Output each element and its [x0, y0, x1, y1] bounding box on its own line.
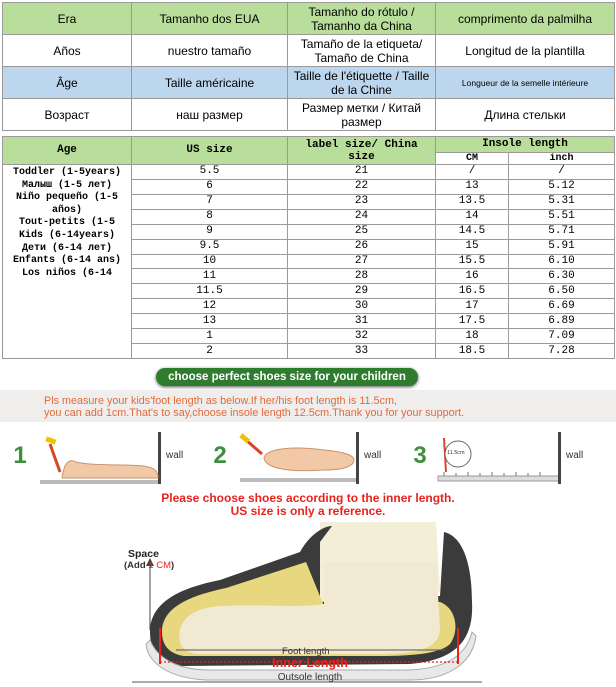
age-label: Los niños (6-14 — [21, 267, 112, 279]
size-chart-table — [2, 136, 615, 359]
china-cell: 25 — [288, 224, 436, 239]
inner-length-label: Inner Length — [272, 656, 348, 670]
cm-cell: 16.5 — [436, 284, 509, 299]
header-row — [3, 35, 615, 67]
us-cell: 6 — [132, 179, 288, 194]
header-cell: Taille de l'étiquette / Taille de la Chine — [288, 67, 436, 99]
header-translation-table — [2, 2, 615, 131]
us-cell: 12 — [132, 299, 288, 314]
wall-label: wall — [364, 450, 382, 461]
header-row — [3, 67, 615, 99]
us-cell: 11 — [132, 269, 288, 284]
header-cell: Tamanho do rótulo / Tamanho da China — [288, 3, 436, 35]
cm-cell: 18 — [436, 329, 509, 344]
header-cell: Âge — [3, 67, 132, 99]
inch-cell: 5.91 — [509, 239, 615, 254]
inch-cell: 6.10 — [509, 254, 615, 269]
inch-cell: 5.71 — [509, 224, 615, 239]
china-cell: 27 — [288, 254, 436, 269]
header-cell: comprimento da palmilha — [436, 3, 615, 35]
inch-cell: 6.50 — [509, 284, 615, 299]
table-row — [3, 165, 615, 180]
cm-cell: 16 — [436, 269, 509, 284]
step-number: 2 — [213, 442, 227, 469]
china-cell: 24 — [288, 209, 436, 224]
step-number: 1 — [13, 442, 27, 469]
header-cell: Длина стельки — [436, 99, 615, 131]
header-cell: Размер метки / Китай размер — [288, 99, 436, 131]
inch-cell: 5.12 — [509, 179, 615, 194]
outsole-length-label: Outsole length — [277, 672, 343, 683]
inch-cell: 7.28 — [509, 344, 615, 359]
instruction-line-1: Pls measure your kids'foot length as below.If her/his foot length is 11.5cm, — [44, 395, 397, 407]
inch-header: inch — [509, 153, 615, 165]
china-cell: 21 — [288, 165, 436, 180]
step-1 — [4, 428, 192, 486]
china-cell: 23 — [288, 194, 436, 209]
cm-cell: 13 — [436, 179, 509, 194]
foot-length-label: Foot length — [282, 646, 330, 657]
header-cell: наш размер — [132, 99, 288, 131]
header-cell: Era — [3, 3, 132, 35]
warning-line-2: US size is only a reference. — [230, 504, 386, 518]
step-2 — [204, 428, 392, 486]
us-cell: 8 — [132, 209, 288, 224]
china-cell: 29 — [288, 284, 436, 299]
china-cell: 32 — [288, 329, 436, 344]
header-cell: Longueur de la semelle intérieure — [436, 67, 615, 99]
us-cell: 13 — [132, 314, 288, 329]
cm-cell: 15 — [436, 239, 509, 254]
instruction-box — [0, 390, 616, 422]
age-label: Enfants (6-14 ans) — [12, 255, 122, 267]
cm-cell: 18.5 — [436, 344, 509, 359]
china-cell: 22 — [288, 179, 436, 194]
header-cell: Возраст — [3, 99, 132, 131]
us-cell: 9 — [132, 224, 288, 239]
age-header: Age — [3, 137, 132, 165]
cm-cell: 14 — [436, 209, 509, 224]
ruler-measure-icon — [404, 428, 592, 486]
warning-line-1: Please choose shoes according to the inner length. — [161, 491, 455, 505]
measuring-steps — [0, 428, 616, 486]
wall-label: wall — [166, 450, 184, 461]
header-cell: nuestro tamaño — [132, 35, 288, 67]
inch-cell: 5.31 — [509, 194, 615, 209]
age-label: Малыш (1-5 лет) — [21, 179, 112, 191]
age-label: Дети (6-14 лет) — [21, 242, 112, 254]
china-cell: 28 — [288, 269, 436, 284]
cm-cell: 13.5 — [436, 194, 509, 209]
guide-banner: choose perfect shoes size for your children — [156, 368, 418, 386]
age-label: Niño pequeño (1-5 años) — [15, 192, 119, 216]
header-cell: Taille américaine — [132, 67, 288, 99]
header-cell: Años — [3, 35, 132, 67]
space-add-prefix: (Add — [124, 560, 149, 571]
us-cell: 10 — [132, 254, 288, 269]
cm-cell: 17.5 — [436, 314, 509, 329]
china-cell: 31 — [288, 314, 436, 329]
header-cell: Tamanho dos EUA — [132, 3, 288, 35]
inch-cell: 6.30 — [509, 269, 615, 284]
header-row — [3, 3, 615, 35]
header-row — [3, 99, 615, 131]
age-cell — [3, 165, 132, 359]
ruler-reading: 11.5cm — [447, 450, 465, 456]
space-add-note — [124, 560, 174, 571]
cm-cell: 17 — [436, 299, 509, 314]
label-size-header: label size/ China size — [288, 137, 436, 165]
inch-cell: 6.69 — [509, 299, 615, 314]
us-cell: 2 — [132, 344, 288, 359]
inch-cell: 5.51 — [509, 209, 615, 224]
us-cell: 9.5 — [132, 239, 288, 254]
step-number: 3 — [413, 442, 427, 469]
wall-label: wall — [566, 450, 584, 461]
us-size-header: US size — [132, 137, 288, 165]
age-label: Kids (6-14years) — [18, 229, 115, 241]
foot-against-wall-icon — [4, 428, 192, 486]
shoe-diagram — [110, 522, 490, 687]
china-cell: 33 — [288, 344, 436, 359]
instruction-line-2: you can add 1cm.That's to say,choose insole length 12.5cm.Thank you for your support. — [44, 407, 465, 419]
cm-cell: 14.5 — [436, 224, 509, 239]
warning-text — [0, 492, 616, 518]
inch-cell: 6.89 — [509, 314, 615, 329]
age-label: Toddler (1-5years) — [12, 167, 122, 178]
inch-cell: 7.09 — [509, 329, 615, 344]
measuring-guide — [0, 362, 616, 687]
cm-cell: / — [436, 165, 509, 180]
us-cell: 1 — [132, 329, 288, 344]
insole-length-header: Insole length — [436, 137, 615, 153]
step-3 — [404, 428, 592, 486]
cm-cell: 15.5 — [436, 254, 509, 269]
us-cell: 7 — [132, 194, 288, 209]
inch-cell: / — [509, 165, 615, 180]
china-cell: 30 — [288, 299, 436, 314]
us-cell: 5.5 — [132, 165, 288, 180]
space-add-suffix: ) — [170, 560, 175, 571]
us-cell: 11.5 — [132, 284, 288, 299]
space-add-value: 1 CM — [148, 560, 171, 571]
age-label: Tout-petits (1-5 — [18, 217, 115, 229]
china-cell: 26 — [288, 239, 436, 254]
header-cell: Longitud de la plantilla — [436, 35, 615, 67]
header-cell: Tamaño de la etiqueta/ Tamaño de China — [288, 35, 436, 67]
space-label: Space — [128, 548, 159, 560]
cm-header: CM — [436, 153, 509, 165]
